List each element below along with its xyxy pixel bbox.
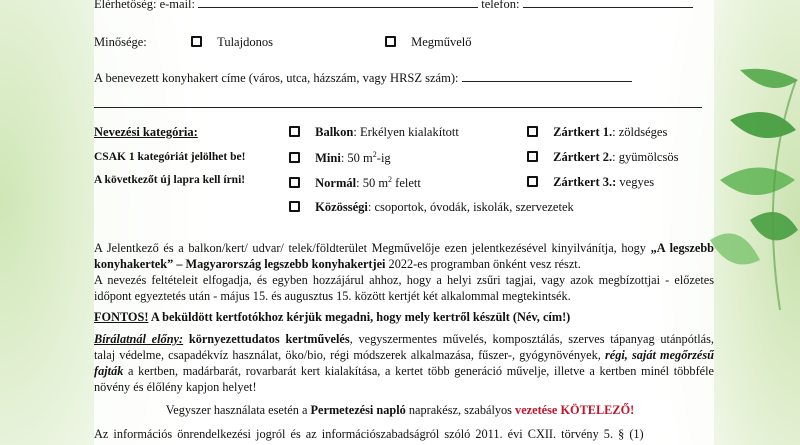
quality-label: Minősége: bbox=[94, 35, 147, 49]
owner-option[interactable] bbox=[191, 35, 273, 50]
spray-text-a: Vegyszer használata esetén a bbox=[165, 403, 311, 417]
balkon-label: Balkon bbox=[315, 125, 354, 139]
leaf-decoration-icon bbox=[700, 60, 800, 320]
owner-checkbox[interactable] bbox=[191, 36, 202, 47]
zart2-label: Zártkert 2. bbox=[553, 150, 613, 164]
advantage-paragraph bbox=[94, 331, 714, 395]
kozossegi-label: Közösségi bbox=[315, 200, 368, 214]
zart2-desc: : gyümölcsös bbox=[612, 150, 679, 164]
zart1-label: Zártkert 1. bbox=[553, 125, 613, 139]
zart3-checkbox[interactable] bbox=[527, 176, 538, 187]
zart3-label: Zártkert 3.: bbox=[553, 175, 617, 189]
normal-desc: : 50 m bbox=[356, 176, 389, 191]
category-zart1[interactable] bbox=[527, 125, 667, 140]
kozossegi-checkbox[interactable] bbox=[289, 201, 300, 212]
spray-log: Permetezési napló bbox=[310, 403, 406, 417]
advantage-label: Bírálatnál előny: bbox=[94, 332, 184, 346]
address-field-2[interactable] bbox=[94, 96, 702, 108]
category-zart3[interactable] bbox=[527, 175, 654, 190]
mini-label: Mini bbox=[315, 151, 341, 166]
cultivator-label: Megművelő bbox=[411, 35, 472, 49]
zart1-checkbox[interactable] bbox=[527, 126, 538, 137]
program-name: „A legszebb konyhakertek” – Magyarország legszebb konyhakertjei bbox=[94, 241, 715, 271]
category-kozossegi[interactable] bbox=[289, 200, 574, 215]
address-row bbox=[94, 70, 632, 86]
email-field[interactable] bbox=[198, 0, 478, 8]
normal-sup: 2 bbox=[388, 175, 393, 184]
spray-text-c: naprakész, szabályos bbox=[405, 403, 516, 417]
advantage-text-2: a kertben, madárbarát, rovarbarát kert kialakítása, a kertet több generáció művelje, illetve a kertben minél többféle növény és élőlény kapjon helyet! bbox=[94, 364, 714, 394]
normal-desc-2: felett bbox=[392, 176, 421, 191]
kozossegi-desc: : csoportok, óvodák, iskolák, szervezetek bbox=[367, 200, 574, 214]
cultivator-option[interactable] bbox=[385, 35, 472, 50]
intro-text-2: A nevezés feltételeit elfogadja, és egyben hozzájárul ahhoz, hogy a helyi zsűri tagjai, vagy azok megbízottjai - előzetes időpont egyeztetés után - május 15. és augusztus 15. között kertjét két alkalommal megtekintsék. bbox=[94, 273, 714, 303]
phone-label: telefon: bbox=[481, 0, 520, 11]
intro-paragraph bbox=[94, 240, 714, 304]
mini-desc-2: -ig bbox=[376, 151, 391, 166]
balkon-checkbox[interactable] bbox=[289, 126, 300, 137]
intro-text-a: A Jelentkező és a balkon/kert/ udvar/ telek/földterület Megművelője ezen jelentkezésével kinyilvánítja, hogy bbox=[94, 241, 651, 255]
zart1-desc: : zöldséges bbox=[612, 125, 668, 139]
important-paragraph bbox=[94, 309, 714, 325]
cultivator-checkbox[interactable] bbox=[385, 36, 396, 47]
category-note-1: CSAK 1 kategóriát jelölhet be! bbox=[94, 151, 246, 163]
address-field[interactable] bbox=[462, 70, 632, 82]
zart2-checkbox[interactable] bbox=[527, 151, 538, 162]
important-label: FONTOS! bbox=[94, 310, 149, 324]
category-balkon[interactable] bbox=[289, 125, 459, 140]
mini-checkbox[interactable] bbox=[289, 152, 300, 163]
mini-sup: 2 bbox=[372, 150, 377, 159]
category-zart2[interactable] bbox=[527, 150, 678, 165]
normal-label: Normál bbox=[315, 176, 357, 191]
law-line: Az információs önrendelkezési jogról és az információszabadságról szóló 2011. évi CXII. törvény 5. § (1) bbox=[94, 427, 644, 441]
mini-desc: : 50 m bbox=[340, 151, 373, 166]
address-label: A benevezett konyhakert címe (város, utca, házszám, vagy HRSZ szám): bbox=[94, 71, 459, 85]
category-normal[interactable] bbox=[289, 175, 421, 191]
normal-checkbox[interactable] bbox=[289, 177, 300, 188]
address-field-2-row bbox=[94, 96, 702, 112]
zart3-desc: vegyes bbox=[616, 175, 655, 189]
advantage-text-1: , vegyszermentes művelés, komposztálás, szerves tápanyag utánpótlás, talaj védelme, csapadékvíz használat, öko/bio, régi módszerek alkalmazása, fűszer-, gyógynövények, bbox=[94, 332, 714, 362]
spray-line bbox=[0, 403, 800, 418]
spray-mandatory: vezetése KÖTELEZŐ! bbox=[515, 403, 635, 417]
contact-line bbox=[94, 0, 693, 12]
owner-label: Tulajdonos bbox=[217, 35, 273, 49]
quality-row bbox=[94, 35, 147, 50]
balkon-desc: : Erkélyen kialakított bbox=[353, 125, 459, 139]
contact-label: Elérhetőség: e-mail: bbox=[94, 0, 196, 11]
intro-text-c: 2022-es programban önként vesz részt. bbox=[385, 257, 581, 271]
advantage-italic: régi, saját megőrzésű fajták bbox=[94, 348, 715, 378]
phone-field[interactable] bbox=[523, 0, 693, 8]
category-title: Nevezési kategória: bbox=[94, 125, 198, 139]
category-mini[interactable] bbox=[289, 150, 391, 166]
important-text: A beküldött kertfotókhoz kérjük megadni, hogy mely kertről készült (Név, cím!) bbox=[148, 310, 571, 324]
advantage-bold: környezettudatos kertművelés bbox=[183, 332, 350, 346]
category-note-2: A következőt új lapra kell írni! bbox=[94, 174, 246, 186]
